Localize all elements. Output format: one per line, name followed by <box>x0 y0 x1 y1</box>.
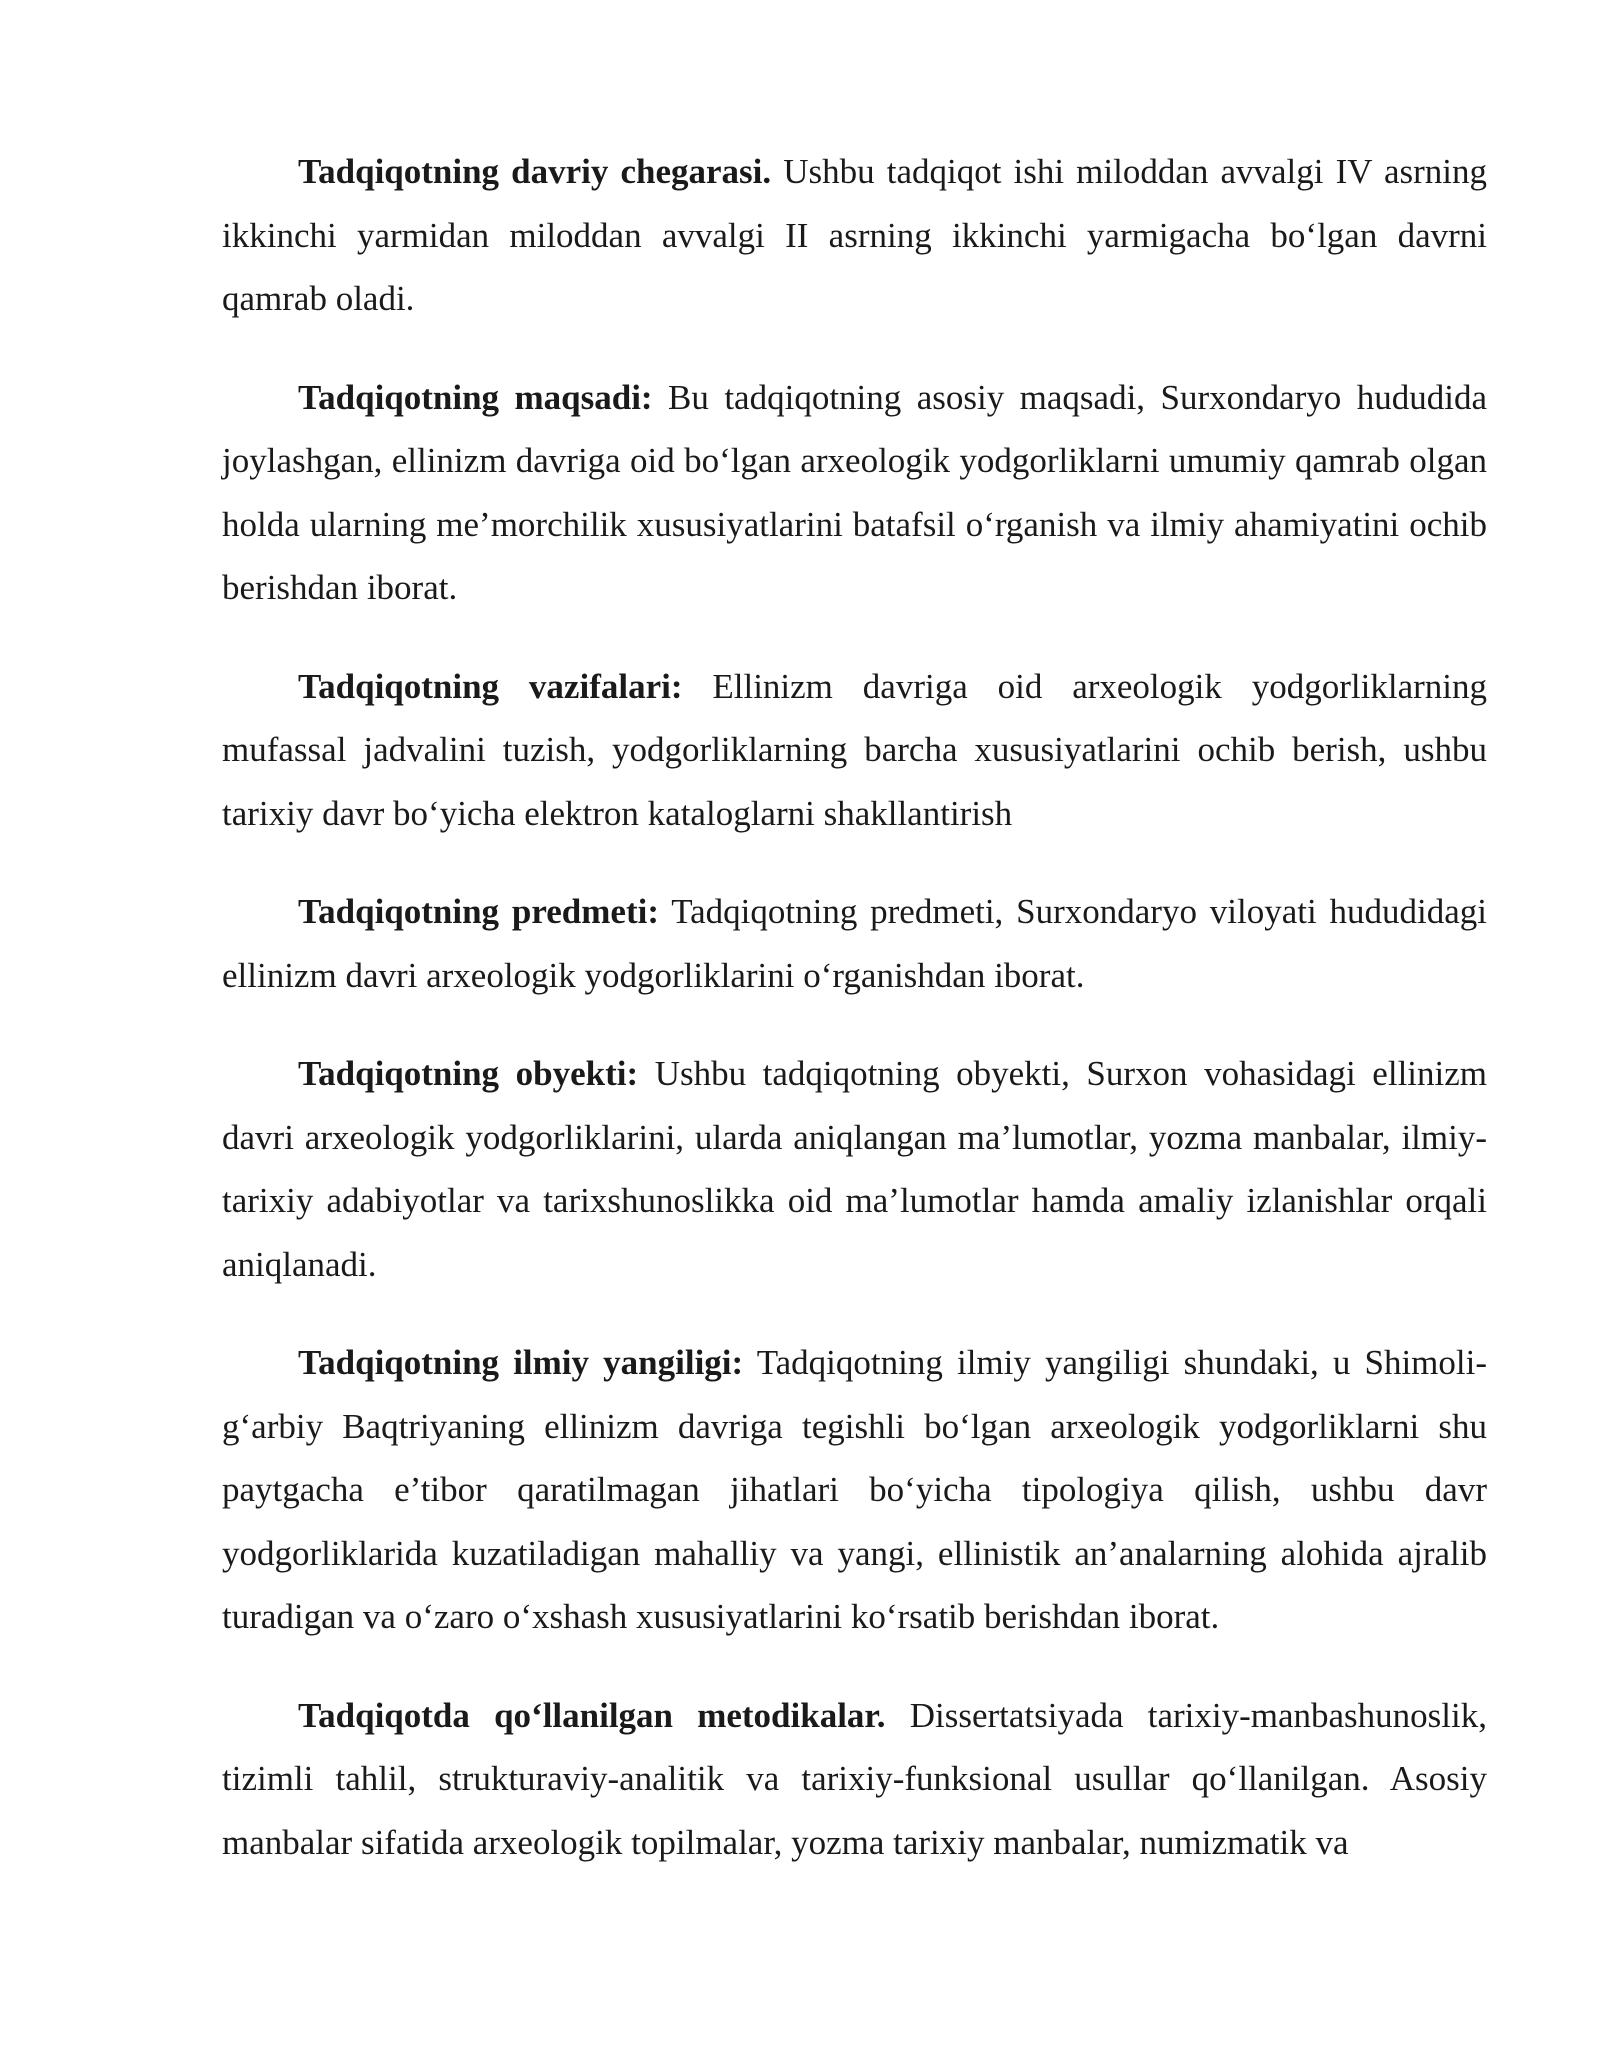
paragraph-heading: Tadqiqotning obyekti: <box>298 1054 639 1093</box>
paragraph-text: Ushbu tadqiqotning obyekti, Surxon vohasidagi ellinizm davri arxeologik yodgorliklarini, ularda aniqlangan ma’lumotlar, yozma manbalar, ilmiy-tarixiy adabiyotlar va tarixshunoslikka oid ma’lumotlar hamda amaliy izlanishlar orqali aniqlanadi. <box>222 1054 1487 1284</box>
document-body <box>222 140 1487 1909</box>
paragraph-text: Ellinizm davriga oid arxeologik yodgorliklarning mufassal jadvalini tuzish, yodgorliklarning barcha xususiyatlarini ochib berish, ushbu tarixiy davr bo‘yicha elektron kataloglarni shakllantirish <box>222 666 1487 833</box>
paragraph-text: Bu tadqiqotning asosiy maqsadi, Surxondaryo hududida joylashgan, ellinizm davriga oid bo‘lgan arxeologik yodgorliklarni umumiy qamrab olgan holda ularning me’morchilik xususiyatlarini batafsil o‘rganish va ilmiy ahamiyatini ochib berishdan iborat. <box>222 377 1488 607</box>
paragraph-heading: Tadqiqotning ilmiy yangiligi: <box>298 1343 744 1382</box>
paragraph-maqsadi <box>222 366 1487 620</box>
paragraph-heading: Tadqiqotning davriy chegarasi. <box>298 152 772 191</box>
paragraph-obyekti <box>222 1042 1487 1296</box>
paragraph-heading: Tadqiqotda qo‘llanilgan metodikalar. <box>298 1695 886 1735</box>
paragraph-heading: Tadqiqotning vazifalari: <box>298 666 683 706</box>
paragraph-text: Tadqiqotning predmeti, Surxondaryo viloyati hududidagi ellinizm davri arxeologik yodgorliklarini o‘rganishdan iborat. <box>222 892 1488 995</box>
paragraph-vazifalari <box>222 655 1487 846</box>
paragraph-davriy-chegarasi <box>222 140 1487 331</box>
paragraph-text: Dissertatsiyada tarixiy-manbashunoslik, tizimli tahlil, strukturaviy-analitik va tarixiy-funksional usullar qo‘llanilgan. Asosiy manbalar sifatida arxeologik topilmalar, yozma tarixiy manbalar, numizmatik va <box>222 1695 1487 1862</box>
paragraph-text: Tadqiqotning ilmiy yangiligi shundaki, u Shimoli-g‘arbiy Baqtriyaning ellinizm davriga tegishli bo‘lgan arxeologik yodgorliklarni shu paytgacha e’tibor qaratilmagan jihatlari bo‘yicha tipologiya qilish, ushbu davr yodgorliklarida kuzatiladigan mahalliy va yangi, ellinistik an’analarning alohida ajralib turadigan va o‘zaro o‘xshash xususiyatlarini ko‘rsatib berishdan iborat. <box>222 1343 1487 1636</box>
paragraph-heading: Tadqiqotning predmeti: <box>298 892 659 931</box>
paragraph-predmeti <box>222 880 1487 1007</box>
paragraph-heading: Tadqiqotning maqsadi: <box>298 377 653 417</box>
paragraph-text: Ushbu tadqiqot ishi miloddan avvalgi IV asrning ikkinchi yarmidan miloddan avvalgi II asrning ikkinchi yarmigacha bo‘lgan davrni qamrab oladi. <box>222 152 1488 318</box>
paragraph-ilmiy-yangiligi <box>222 1331 1487 1649</box>
paragraph-metodikalar <box>222 1684 1487 1875</box>
